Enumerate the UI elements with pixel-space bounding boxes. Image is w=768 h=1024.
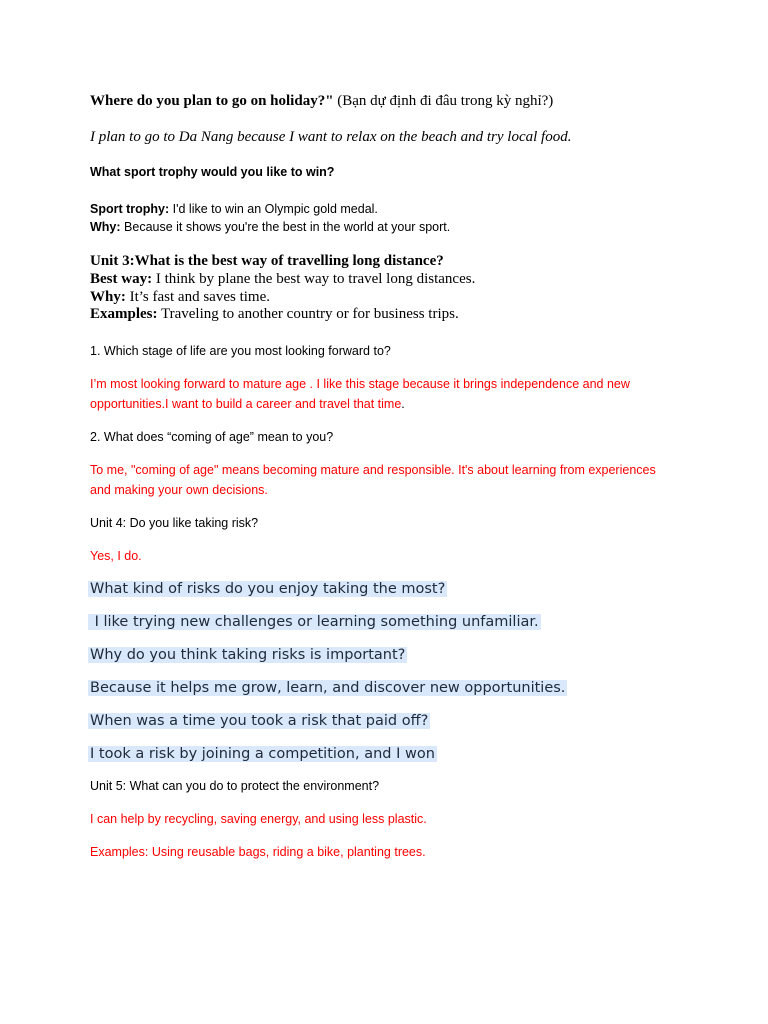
stage-answer-1-line2 [90, 397, 405, 411]
stage-question-1: 1. Which stage of life are you most looking forward to? [90, 344, 391, 358]
risk-item [90, 745, 437, 763]
risk-item [90, 613, 541, 631]
trophy-why [90, 220, 450, 234]
stage-answer-1-period: . [401, 397, 405, 411]
unit3-best-value: I think by plane the best way to travel long distances. [152, 271, 476, 287]
trophy-label: Sport trophy: [90, 202, 170, 216]
risk-item-text: What kind of risks do you enjoy taking the most? [90, 581, 446, 597]
holiday-question-text: Where do you plan to go on holiday?" [90, 93, 334, 109]
unit3-why-label: Why: [90, 289, 126, 305]
unit4-question: Unit 4: Do you like taking risk? [90, 516, 259, 530]
risk-item-text: When was a time you took a risk that paid off? [90, 713, 429, 729]
unit5-question: Unit 5: What can you do to protect the environment? [90, 779, 380, 793]
stage-answer-1-line2-text: opportunities.I want to build a career and travel that time [90, 397, 402, 411]
unit5-answer: I can help by recycling, saving energy, and using less plastic. [90, 812, 427, 826]
unit3-ex-value: Traveling to another country or for business trips. [157, 306, 459, 322]
holiday-question [90, 93, 553, 110]
unit3-why [90, 289, 270, 306]
holiday-translation: (Bạn dự định đi đâu trong kỳ nghỉ?) [333, 93, 554, 109]
stage-answer-2-line2: and making your own decisions. [90, 483, 268, 497]
unit3-best-label: Best way: [90, 271, 153, 287]
risk-item [90, 679, 567, 697]
unit3-heading: Unit 3:What is the best way of travelling long distance? [90, 253, 444, 269]
risk-item [90, 712, 430, 730]
unit3-examples [90, 306, 459, 323]
trophy-why-value: Because it shows you're the best in the world at your sport. [120, 220, 451, 234]
risk-item-text: I took a risk by joining a competition, and I won [90, 746, 435, 762]
risk-item-text: Because it helps me grow, learn, and discover new opportunities. [90, 680, 566, 696]
holiday-answer [90, 129, 571, 146]
risk-item-text: Why do you think taking risks is important? [90, 647, 406, 663]
unit3-why-value: It’s fast and saves time. [125, 289, 270, 305]
stage-question-2: 2. What does “coming of age” mean to you? [90, 430, 334, 444]
trophy-answer [90, 202, 378, 216]
unit4-answer: Yes, I do. [90, 549, 142, 563]
risk-item [90, 646, 407, 664]
unit3-best-way [90, 271, 475, 288]
unit5-examples: Examples: Using reusable bags, riding a bike, planting trees. [90, 845, 426, 859]
unit3-ex-label: Examples: [90, 306, 158, 322]
risk-item-text: I like trying new challenges or learning something unfamiliar. [90, 614, 539, 630]
trophy-why-label: Why: [90, 220, 121, 234]
holiday-answer-text: I plan to go to Da Nang because I want to relax on the beach and try local food. [90, 129, 572, 145]
stage-answer-1-line1: I’m most looking forward to mature age . I like this stage because it brings independence and new [90, 377, 630, 391]
stage-answer-2-line1: To me, "coming of age" means becoming mature and responsible. It's about learning from experiences [90, 463, 656, 477]
trophy-question: What sport trophy would you like to win? [90, 165, 335, 179]
risk-item [90, 580, 447, 598]
trophy-value: I'd like to win an Olympic gold medal. [169, 202, 378, 216]
